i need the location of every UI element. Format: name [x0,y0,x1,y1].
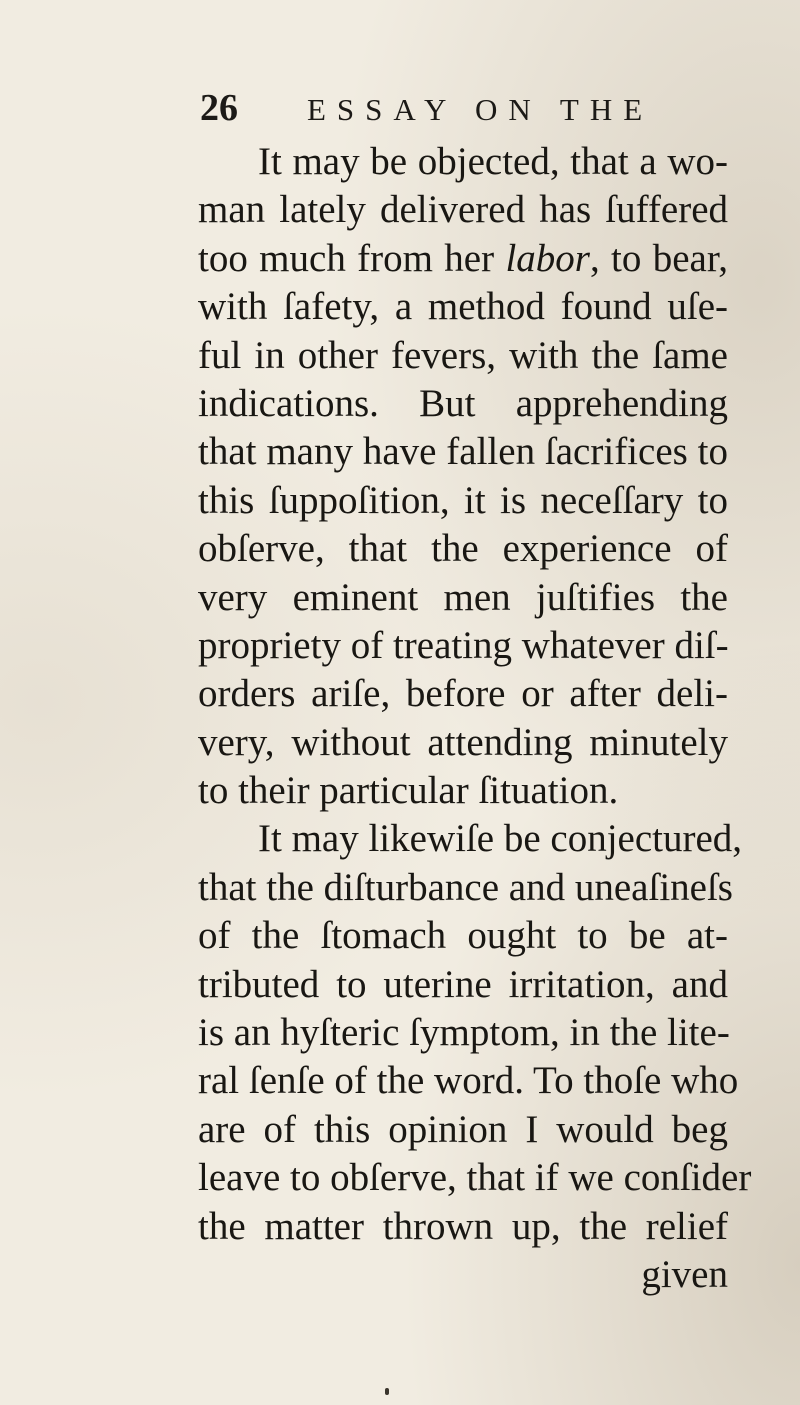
text-line: very, without attending minutely [198,720,728,764]
italic-word: labor [505,236,590,280]
text-line: man lately delivered has ſuffered [198,188,728,232]
text-line: It may be objected, that a wo- [258,140,728,183]
text-line: obſerve, that the experience of [198,527,728,571]
text-line: that many have fallen ſacrifices to [198,430,728,474]
page-header [0,88,800,128]
text-line: leave to obſerve, that if we conſider [198,1156,752,1200]
text-line: orders ariſe, before or after deli- [198,672,728,716]
text-line: indications. But apprehending [198,381,728,425]
text-line: ful in other fevers, with the ſame [198,333,728,377]
text-line [198,235,728,283]
text-line: of the ſtomach ought to be at- [198,914,728,958]
text-line: this ſuppoſition, it is neceſſary to [198,478,728,522]
text-line: is an hyſteric ſymptom, in the lite- [198,1011,730,1055]
text-line: are of this opinion I would beg [198,1107,728,1151]
running-head: ESSAY ON THE [307,92,654,127]
text-line: tributed to uterine irritation, and [198,962,728,1006]
text-fragment: , to bear, [589,236,729,280]
text-line: very eminent men juſtifies the [198,575,728,619]
text-line: ral ſenſe of the word. To thoſe who [198,1059,739,1103]
text-line: the matter thrown up, the relief [198,1204,728,1248]
text-line: that the diſturbance and uneaſineſs [198,865,733,909]
catchword: given [641,1252,728,1296]
body-text [198,138,752,1299]
text-line: propriety of treating whatever diſ- [198,623,729,667]
text-line: with ſafety, a method found uſe- [198,285,728,329]
text-line: It may likewiſe be conjectured, [258,817,743,861]
ink-speck [385,1388,389,1395]
page-number: 26 [200,87,238,129]
text-fragment: too much from her [198,236,495,280]
text-line: to their particular ſituation. [198,769,619,813]
